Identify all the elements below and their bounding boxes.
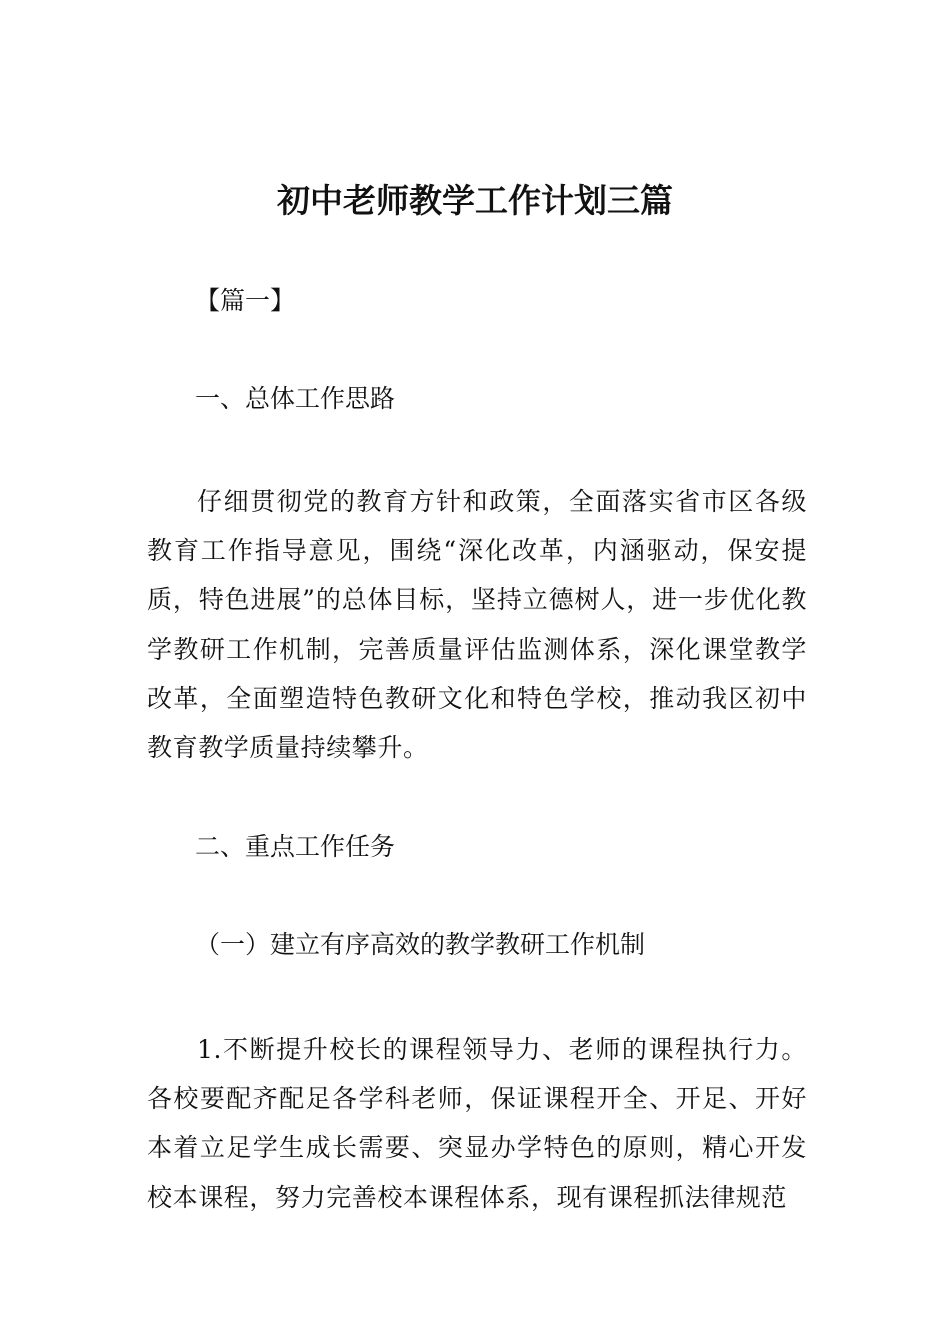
subheading-mechanism: （一）建立有序高效的教学教研工作机制 xyxy=(195,930,646,959)
heading-key-tasks: 二、重点工作任务 xyxy=(195,832,396,861)
document-title: 初中老师教学工作计划三篇 xyxy=(277,181,673,220)
heading-overall-approach: 一、总体工作思路 xyxy=(195,384,396,413)
section-label: 【篇一】 xyxy=(195,286,296,315)
paragraph-overall-approach: 仔细贯彻党的教育方针和政策，全面落实省市区各级教育工作指导意见，围绕“深化改革，内涵驱动，保安提质，特色进展”的总体目标，坚持立德树人，进一步优化教学教研工作机制，完善质量评估监测体系，深化课堂教学改革，全面塑造特色教研文化和特色学校，推动我区初中教育教学质量持续攀升。 xyxy=(147,487,807,763)
paragraph-curriculum: 1.不断提升校长的课程领导力、老师的课程执行力。各校要配齐配足各学科老师，保证课程开全、开足、开好本着立足学生成长需要、突显办学特色的原则，精心开发校本课程，努力完善校本课程体系，现有课程抓法律规范 xyxy=(147,1035,807,1212)
